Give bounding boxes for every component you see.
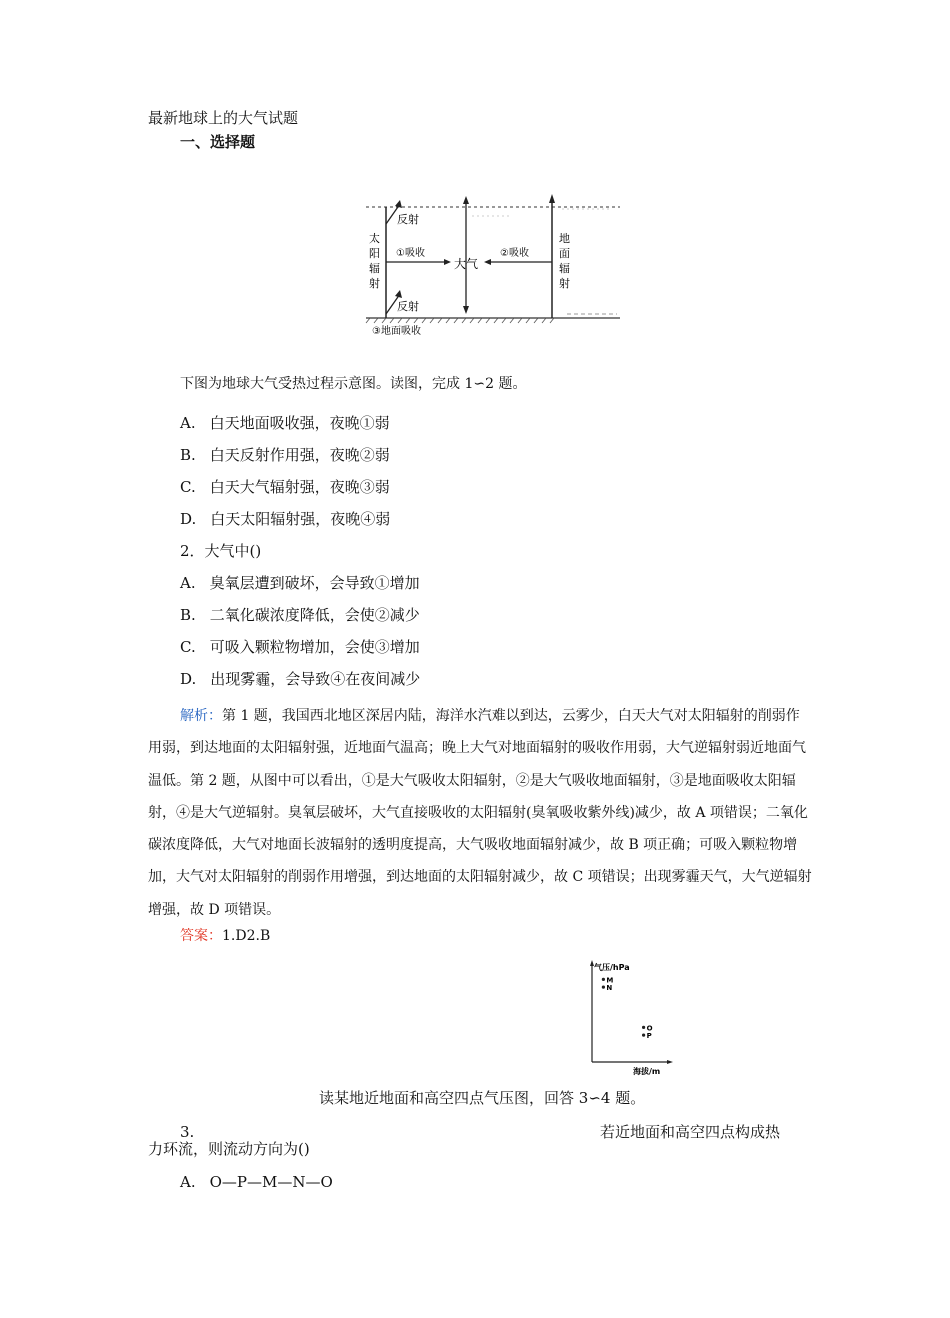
q1-option-a [180,413,390,433]
q3-stem-cont: 力环流，则流动方向为() [148,1140,310,1158]
reflect-bottom-label: 反射 [397,300,419,313]
point-label-m: M [606,976,614,985]
q2-option-b [180,605,420,625]
option-text: 二氧化碳浓度降低，会使②减少 [209,606,420,624]
q2-option-d [180,669,420,689]
solar-label-4: 射 [369,277,380,290]
ground-absorb-label: ③地面吸收 [372,326,421,337]
atmosphere-heating-diagram [362,186,624,338]
option-key: A. [180,1173,196,1191]
point-o [642,1026,645,1029]
option-key: C. [180,478,196,496]
question-intro-2: 读某地近地面和高空四点气压图，回答 3∽4 题。 [319,1089,646,1107]
q2-option-c [180,637,420,657]
ground-label-1: 地 [559,232,570,245]
option-key: C. [180,638,196,656]
question-intro-1: 下图为地球大气受热过程示意图。读图，完成 1∽2 题。 [180,376,527,392]
x-axis-arrow [667,1060,673,1064]
analysis-block [148,700,813,926]
option-text: 臭氧层遭到破坏，会导致①增加 [209,574,420,592]
point-label-o: O [646,1024,653,1033]
y-axis-label: 气压/hPa [594,963,630,972]
option-text: 可吸入颗粒物增加，会使③增加 [209,638,420,656]
option-text: 白天反射作用强，夜晚②弱 [209,446,390,464]
q3-number: 3. [180,1123,195,1141]
absorb-1-label: ①吸收 [396,248,425,259]
document-title: 最新地球上的大气试题 [148,109,299,127]
ground-label-4: 射 [559,277,570,290]
analysis-text: 第 1 题，我国西北地区深居内陆，海洋水汽难以到达，云雾少，白天大气对太阳辐射的削弱作用弱，到达地面的太阳辐射强，近地面气温高；晚上大气对地面辐射的吸收作用弱，大气逆辐射弱近地面气温低。第 2 题，从图中可以看出，①是大气吸收太阳辐射，②是大气吸收地面辐射，③是地面吸收太阳辐射，④是大气逆辐射。臭氧层破坏，大气直接吸收的太阳辐射(臭氧吸收紫外线)减少，故 A 项错误；二氧化碳浓度降低，大气对地面长波辐射的透明度提高，大气吸收地面辐射减少，故 B 项正确；可吸入颗粒物增加，大气对太阳辐射的削弱作用增强，到达地面的太阳辐射减少，故 C 项错误；出现雾霾天气，大气逆辐射增强，故 D 项错误。 [148,708,812,918]
point-label-p: P [646,1032,652,1041]
solar-label-3: 辐 [369,262,380,275]
point-n [602,986,605,989]
option-text: 白天太阳辐射强，夜晚④弱 [210,510,391,528]
q2-option-a [180,573,420,593]
ground-label-3: 辐 [559,262,570,275]
q2-stem: 2．大气中() [180,542,262,560]
point-label-n: N [606,984,613,993]
answer-line [180,926,270,946]
q1-option-c [180,477,390,497]
answer-label: 答案： [180,928,222,944]
reflect-top-label: 反射 [397,213,419,226]
atmosphere-label: 大气 [454,257,479,271]
option-key: D. [180,670,197,688]
section-heading: 一、选择题 [180,133,256,151]
point-p [642,1034,645,1037]
point-m [602,978,605,981]
ground-hatch [366,318,554,323]
option-key: B. [180,606,196,624]
q3-stem-right: 若近地面和高空四点构成热 [600,1123,781,1141]
solar-label-1: 太 [369,232,380,245]
x-axis-label: 海拔/m [633,1067,661,1076]
answer-text: 1.D2.B [222,928,271,944]
option-text: 白天地面吸收强，夜晚①弱 [209,414,390,432]
option-text: O—P—M—N—O [209,1173,333,1191]
option-key: A. [180,574,196,592]
q3-option-a [180,1172,333,1192]
analysis-label: 解析： [180,708,222,724]
option-text: 出现雾霾，会导致④在夜间减少 [210,670,421,688]
q1-option-b [180,445,390,465]
pressure-altitude-chart [585,958,675,1078]
option-text: 白天大气辐射强，夜晚③弱 [209,478,390,496]
ground-label-2: 面 [559,247,570,260]
absorb-2-label: ②吸收 [500,248,529,259]
option-key: D. [180,510,197,528]
option-key: B. [180,446,196,464]
option-key: A. [180,414,196,432]
solar-label-2: 阳 [369,247,380,260]
q1-option-d [180,509,390,529]
